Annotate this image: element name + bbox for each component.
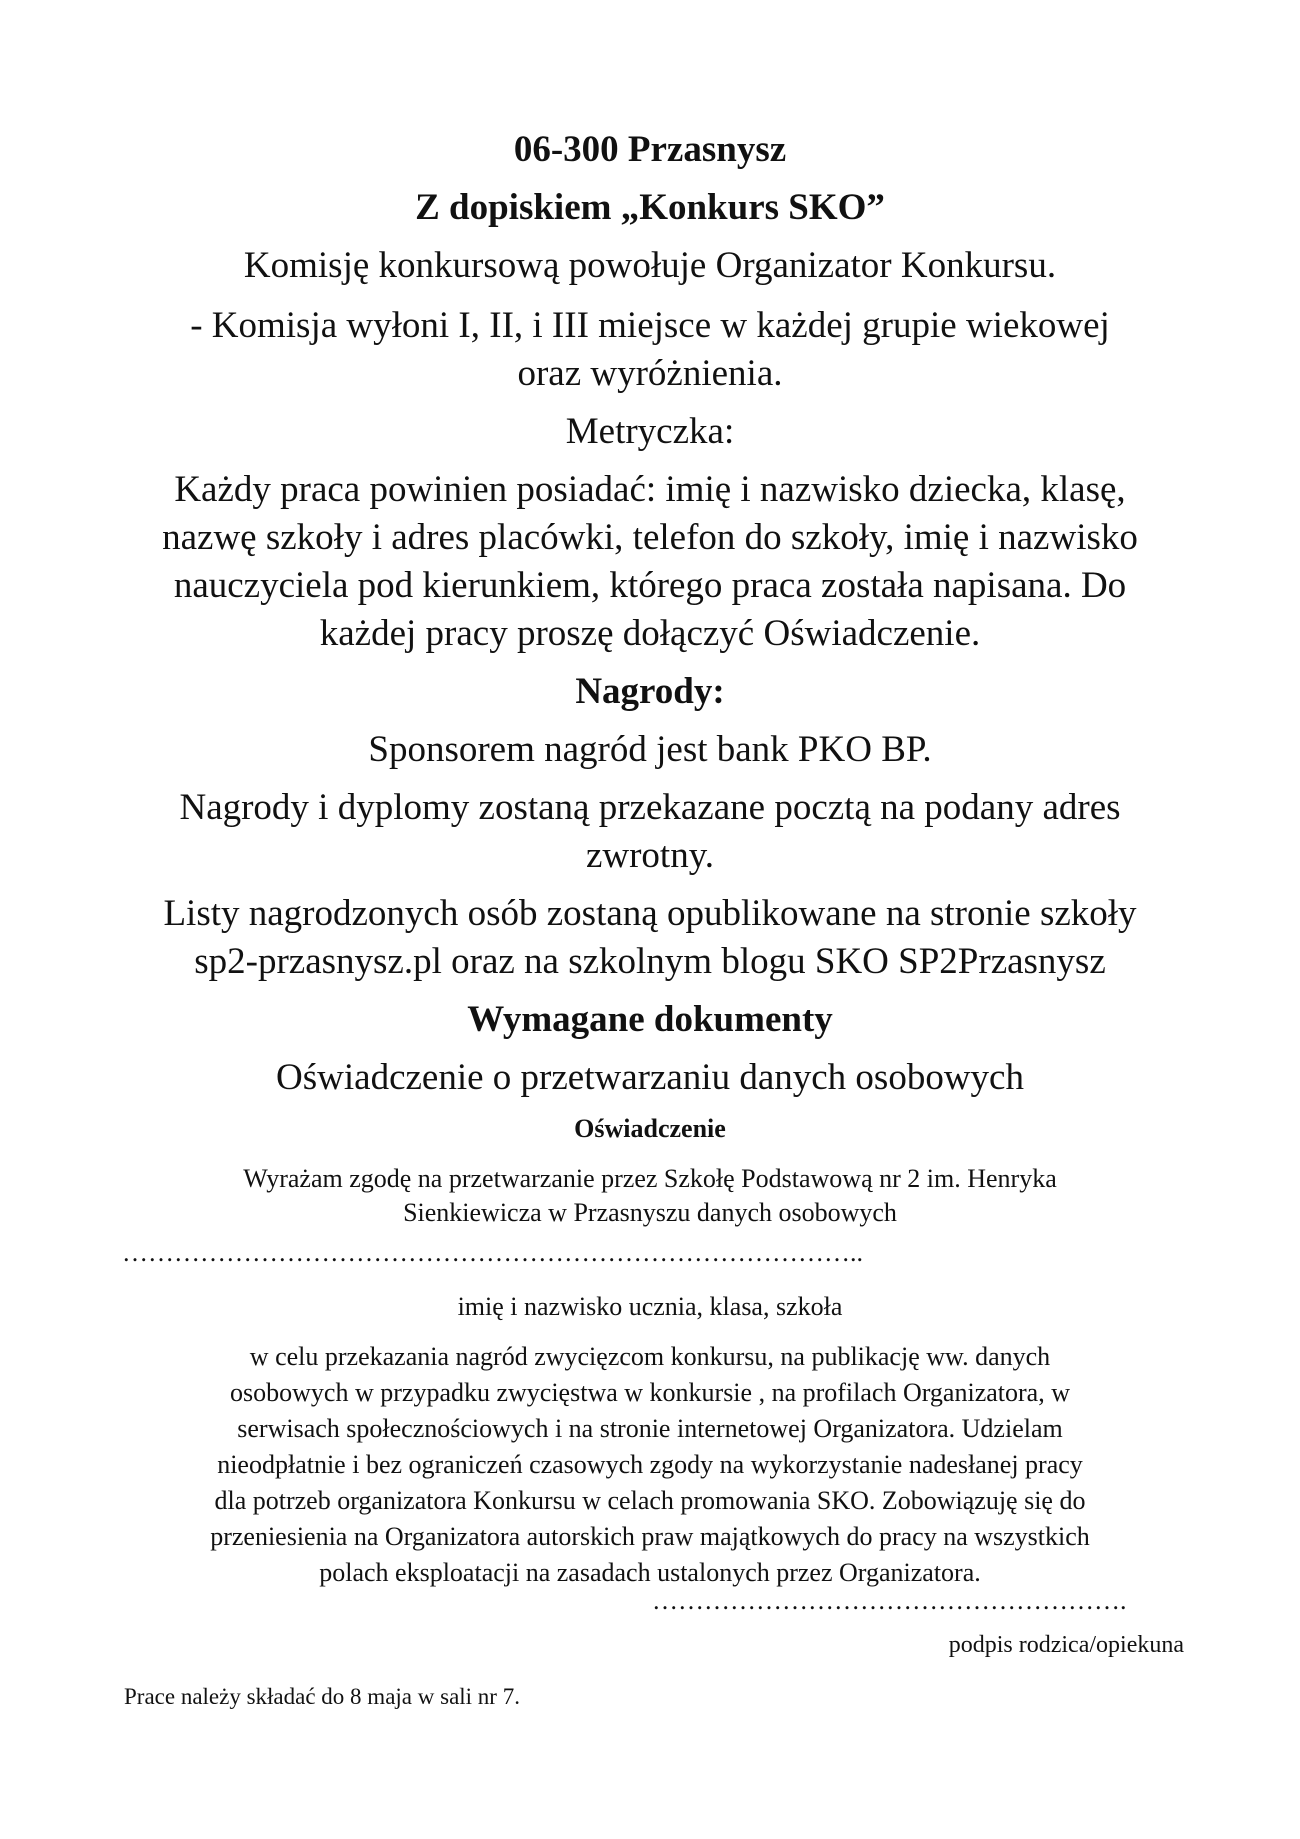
required-heading: Wymagane dokumenty	[467, 999, 833, 1040]
metryczka-heading: Metryczka:	[565, 411, 735, 452]
prizes-heading: Nagrody:	[575, 671, 725, 712]
metryczka-line-1: Każdy praca powinien posiadać: imię i nazwisko dziecka, klasę,	[174, 469, 1126, 510]
purpose-line-5: dla potrzeb organizatora Konkursu w celach promowania SKO. Zobowiązuję się do	[214, 1486, 1086, 1515]
purpose-line-2: osobowych w przypadku zwycięstwa w konkursie , na profilach Organizatora, w	[230, 1378, 1070, 1407]
places-line-1: - Komisja wyłoni I, II, i III miejsce w każdej grupie wiekowej	[190, 305, 1110, 346]
places-line-2: oraz wyróżnienia.	[517, 353, 783, 394]
metryczka-line-3: nauczyciela pod kierunkiem, którego praca została napisana. Do	[173, 565, 1127, 606]
signature-dotted-line: ……………………………………………….	[652, 1586, 1127, 1615]
commission-line: Komisję konkursową powołuje Organizator Konkursu.	[243, 245, 1057, 286]
winners-line-1: Listy nagrodzonych osób zostaną opublikowane na stronie szkoły	[163, 893, 1137, 934]
statement-title: Oświadczenie	[574, 1114, 726, 1143]
student-dotted-line: …………………………………………………………………………..	[122, 1238, 863, 1267]
prizes-mail-line-2: zwrotny.	[585, 835, 715, 876]
deadline-note: Prace należy składać do 8 maja w sali nr 7.	[124, 1684, 520, 1709]
signature-label: podpis rodzica/opiekuna	[948, 1632, 1184, 1658]
winners-line-2: sp2-przasnysz.pl oraz na szkolnym blogu SKO SP2Przasnysz	[194, 941, 1106, 982]
student-label: imię i nazwisko ucznia, klasa, szkoła	[457, 1292, 843, 1321]
address-line: 06-300 Przasnysz	[513, 129, 787, 170]
purpose-line-7: polach eksploatacji na zasadach ustalonych przez Organizatora.	[319, 1558, 981, 1587]
purpose-line-1: w celu przekazania nagród zwycięzcom konkursu, na publikację ww. danych	[249, 1342, 1051, 1371]
consent-line-1: Wyrażam zgodę na przetwarzanie przez Szkołę Podstawową nr 2 im. Henryka	[243, 1164, 1057, 1193]
purpose-line-4: nieodpłatnie i bez ograniczeń czasowych zgody na wykorzystanie nadesłanej pracy	[217, 1450, 1083, 1479]
note-line: Z dopiskiem „Konkurs SKO”	[415, 187, 885, 228]
purpose-line-3: serwisach społecznościowych i na stronie internetowej Organizatora. Udzielam	[237, 1414, 1063, 1443]
sponsor-line: Sponsorem nagród jest bank PKO BP.	[368, 729, 932, 770]
metryczka-line-4: każdej pracy proszę dołączyć Oświadczenie.	[319, 613, 981, 654]
required-item: Oświadczenie o przetwarzaniu danych osobowych	[276, 1057, 1024, 1098]
purpose-line-6: przeniesienia na Organizatora autorskich praw majątkowych do pracy na wszystkich	[210, 1522, 1090, 1551]
prizes-mail-line-1: Nagrody i dyplomy zostaną przekazane pocztą na podany adres	[179, 787, 1121, 828]
consent-line-2: Sienkiewicza w Przasnyszu danych osobowych	[403, 1198, 897, 1227]
metryczka-line-2: nazwę szkoły i adres placówki, telefon do szkoły, imię i nazwisko	[162, 517, 1138, 558]
